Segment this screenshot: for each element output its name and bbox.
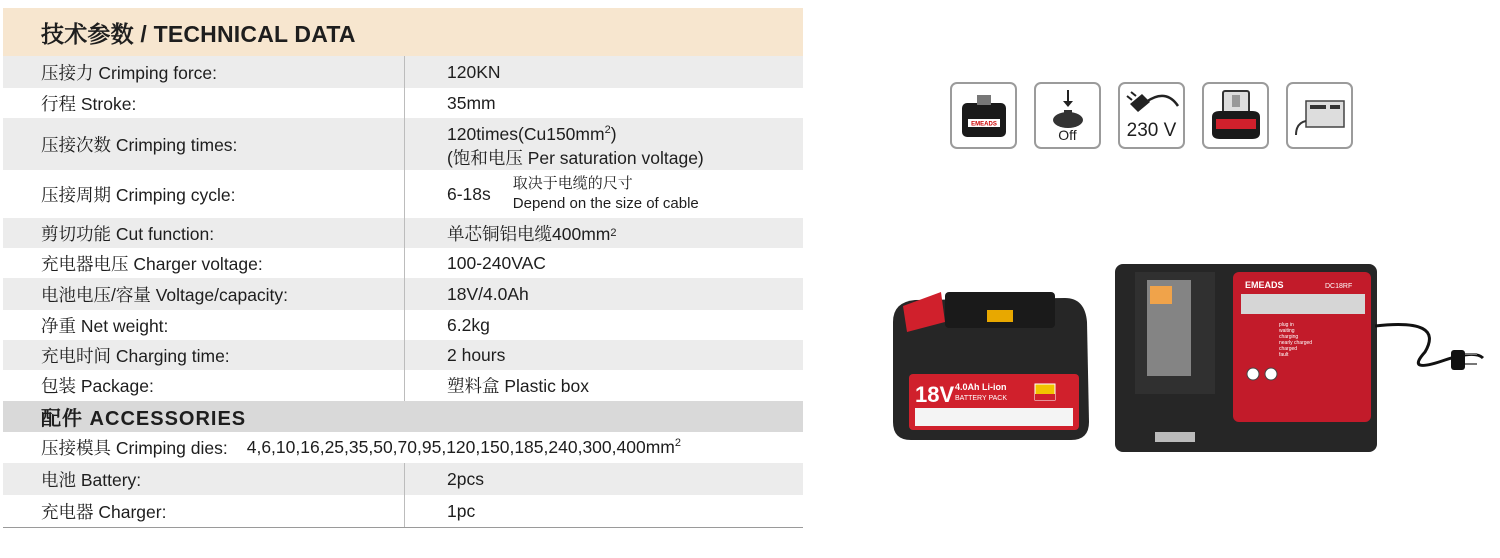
technical-data-header: 技术参数 / TECHNICAL DATA bbox=[3, 8, 803, 56]
spec-value: 塑料盒 Plastic box bbox=[447, 376, 589, 396]
battery-pack-image bbox=[893, 292, 1089, 440]
spec-value: 18V/4.0Ah bbox=[447, 283, 529, 304]
charger-icon bbox=[1286, 82, 1353, 149]
spec-row-crimping-force bbox=[3, 56, 803, 88]
charger-model: DC18RF bbox=[1325, 283, 1353, 290]
spec-label: 充电时间 Charging time: bbox=[3, 340, 405, 370]
spec-value: 100-240VAC bbox=[447, 252, 546, 273]
charger-status-0: plug in bbox=[1279, 322, 1294, 328]
spec-label: 行程 Stroke: bbox=[3, 88, 405, 118]
spec-row-charging-time bbox=[3, 340, 803, 370]
power-off-icon bbox=[1034, 82, 1101, 149]
spec-row-net-weight bbox=[3, 310, 803, 340]
case-icon bbox=[950, 82, 1017, 149]
spec-row-charger-voltage bbox=[3, 248, 803, 278]
spec-value: $120times(Cu150mm^2)$ (饱和电压 Per saturation voltage) bbox=[447, 123, 704, 168]
spec-label: 压接次数 Crimping times: bbox=[3, 118, 405, 170]
cycle-note: 取决于电缆的尺寸 Depend on the size of cable bbox=[512, 175, 699, 212]
feature-icon-bar bbox=[950, 82, 1353, 149]
accessory-value: $4,6,10,16,25,35,50,70,95,120,150,185,240,300,400mm^2$ bbox=[246, 437, 681, 457]
accessory-value: 1pc bbox=[447, 500, 476, 521]
spec-value: 6-18s 取决于电缆的尺寸 Depend on the size of cable bbox=[447, 175, 699, 212]
spec-value: 35mm bbox=[447, 92, 496, 113]
spec-row-crimping-cycle bbox=[3, 170, 803, 218]
spec-value: 单芯铜铝电缆400mm 2 bbox=[447, 223, 617, 244]
off-label: Off bbox=[1058, 127, 1077, 143]
accessory-row-charger bbox=[3, 495, 803, 528]
spec-label: 包装 Package: bbox=[3, 370, 405, 401]
spec-row-package bbox=[3, 370, 803, 401]
spec-label: 剪切功能 Cut function: bbox=[3, 218, 405, 248]
spec-label: 充电器电压 Charger voltage: bbox=[3, 248, 405, 278]
plug-icon bbox=[1118, 82, 1185, 149]
accessory-label: 充电器 Charger: bbox=[3, 495, 405, 527]
charger-image bbox=[1115, 264, 1483, 452]
accessory-label: 电池 Battery: bbox=[3, 463, 405, 495]
battery-icon bbox=[1202, 82, 1269, 149]
spec-label: 压接力 Crimping force: bbox=[3, 56, 405, 88]
spec-row-cut-function bbox=[3, 218, 803, 248]
charger-status-4: charged bbox=[1279, 346, 1298, 352]
battery-capacity: 4.0Ah Li-ion bbox=[955, 382, 1007, 392]
charger-status-5: fault bbox=[1279, 352, 1289, 358]
accessory-value: 2pcs bbox=[447, 468, 484, 489]
charger-status-2: charging bbox=[1279, 334, 1299, 340]
spec-table bbox=[3, 8, 803, 528]
spec-value: 6.2kg bbox=[447, 314, 490, 335]
charger-status-1: waiting bbox=[1279, 328, 1295, 334]
spec-label: 净重 Net weight: bbox=[3, 310, 405, 340]
case-brand: EMEADS bbox=[970, 121, 997, 127]
spec-row-crimping-times bbox=[3, 118, 803, 170]
spec-label: 压接周期 Crimping cycle: bbox=[3, 170, 405, 218]
spec-row-stroke bbox=[3, 88, 803, 118]
accessory-row-crimping-dies bbox=[3, 432, 803, 463]
battery-pack-label: BATTERY PACK bbox=[955, 395, 1007, 402]
voltage-label: 230 V bbox=[1126, 120, 1177, 141]
charger-status-3: nearly charged bbox=[1279, 340, 1313, 346]
spec-value: 120KN bbox=[447, 61, 501, 82]
accessory-label: 压接模具 Crimping dies: bbox=[41, 438, 228, 458]
accessory-row-battery bbox=[3, 463, 803, 495]
charger-brand: EMEADS bbox=[1245, 280, 1284, 290]
spec-label: 电池电压/容量 Voltage/capacity: bbox=[3, 278, 405, 310]
spec-value: 2 hours bbox=[447, 344, 506, 365]
product-image bbox=[885, 262, 1485, 467]
battery-voltage: 18V bbox=[915, 382, 955, 407]
accessories-header: 配件 ACCESSORIES bbox=[3, 401, 803, 432]
spec-row-voltage-capacity bbox=[3, 278, 803, 310]
